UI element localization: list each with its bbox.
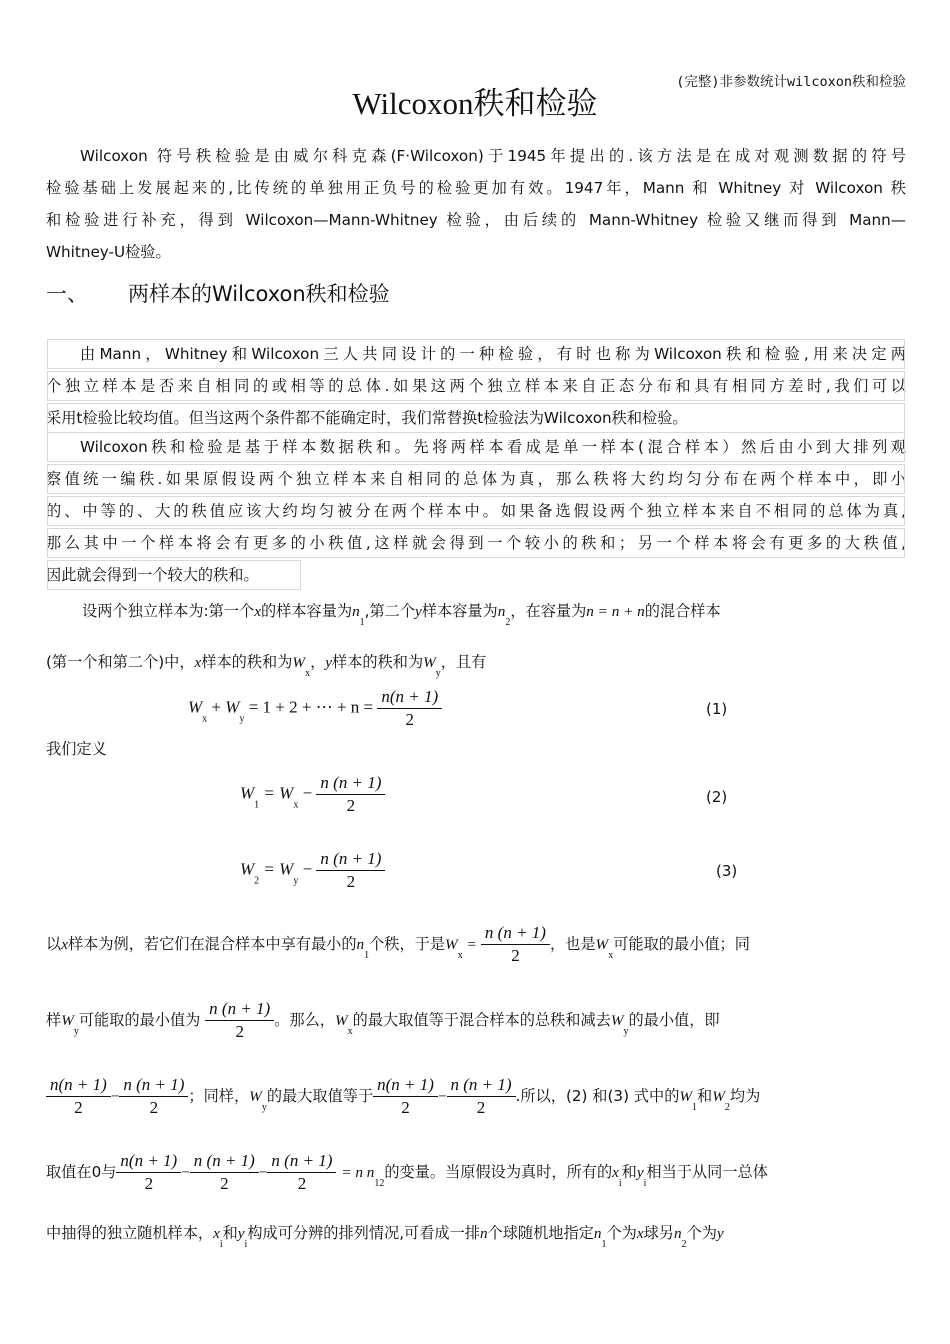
para4-line-1: 以x样本为例，若它们在混合样本中享有最小的$n_1$个秩，于是$W_x$ = $\frac{n (n + 1)}{2}$ ，也是$W_x$可能取的最小值；同 xyxy=(46,923,750,965)
para3-line-2: (第一个和第二个)中，x样本的秩和为$W_x$，y样本的秩和为$W_y$，且有 xyxy=(46,653,487,679)
define-text: 我们定义 xyxy=(46,740,107,758)
para1-line-2: 个独立样本是否来自相同的或相等的总体.如果这两个独立样本来自正态分布和具有相同方差时,我们可以 xyxy=(46,370,906,402)
document-header-label: (完整)非参数统计wilcoxon秩和检验 xyxy=(676,74,906,90)
paragraph-2 xyxy=(46,431,906,591)
equation-3-fraction: $\frac{n (n + 1)}{2}$ xyxy=(316,848,385,893)
page-title: Wilcoxon秩和检验 xyxy=(352,86,598,121)
equation-2-fraction: $\frac{n (n + 1)}{2}$ xyxy=(316,772,385,817)
para2-line-2: 察值统一编秩.如果原假设两个独立样本来自相同的总体为真，那么秩将大约均匀分布在两个样本中，即小 xyxy=(46,463,906,495)
para4-line-4: 取值在0与 $\frac{n(n + 1)}{2}$ − $\frac{n (n + 1)}{2}$ − $\frac{n (n + 1)}{2}$ = n $n_{12}$的变量。当原假设为真时，所有的$x_i$和$y_i$相当于从同一总体 xyxy=(46,1151,768,1193)
section-title: 两样本的Wilcoxon秩和检验 xyxy=(128,282,390,306)
para2-line-1: Wilcoxon秩和检验是基于样本数据秩和。先将两样本看成是单一样本(混合样本）然后由小到大排列观 xyxy=(46,431,906,463)
intro-line-2: 检验基础上发展起来的,比传统的单独用正负号的检验更加有效。1947年，Mann 和 Whitney 对 Wilcoxon 秩 xyxy=(46,179,906,197)
para1-line-3: 采用t检验比较均值。但当这两个条件都不能确定时，我们常替换t检验法为Wilcoxon秩和检验。 xyxy=(46,402,906,434)
para2-line-5: 因此就会得到一个较大的秩和。 xyxy=(46,559,302,591)
section-number: 一、 xyxy=(46,282,88,306)
para4-line-2: 样$W_y$可能取的最小值为 $\frac{n (n + 1)}{2}$ 。那么，$W_x$的最大取值等于混合样本的总秩和减去$W_y$的最小值，即 xyxy=(46,999,720,1041)
equation-2: $W_1 = W_x$ − $\frac{n (n + 1)}{2}$ xyxy=(240,772,385,817)
section-heading xyxy=(46,278,390,308)
para1-line-1: 由Mann，Whitney和Wilcoxon三人共同设计的一种检验，有时也称为Wilcoxon秩和检验,用来决定两 xyxy=(46,338,906,370)
para2-line-3: 的、中等的、大的秩值应该大约均匀被分在两个样本中。如果备选假设两个独立样本来自不相同的总体为真, xyxy=(46,495,906,527)
equation-3-number: (3) xyxy=(716,862,738,880)
intro-line-4: Whitney-U检验。 xyxy=(46,243,171,261)
paragraph-1 xyxy=(46,338,906,434)
equation-1: $W_x + W_y = 1 + 2$ + ⋯ + n = $\frac{n(n + 1)}{2}$ xyxy=(188,686,442,731)
para4-line-5: 中抽得的独立随机样本，$x_i$和$y_i$构成可分辨的排列情况,可看成一排n个球随机地指定$n_1$个为x球另$n_2$个为y xyxy=(46,1224,724,1250)
equation-1-fraction: $\frac{n(n + 1)}{2}$ xyxy=(377,686,442,731)
para2-line-4: 那么其中一个样本将会有更多的小秩值,这样就会得到一个较小的秩和；另一个样本将会有更多的大秩值, xyxy=(46,527,906,559)
intro-line-3: 和检验进行补充，得到 Wilcoxon—Mann-Whitney 检验，由后续的 Mann-Whitney 检验又继而得到 Mann— xyxy=(46,211,906,229)
equation-3: $W_2 = W_y$ − $\frac{n (n + 1)}{2}$ xyxy=(240,848,385,893)
intro-line-1: Wilcoxon 符号秩检验是由威尔科克森(F·Wilcoxon)于1945年提出的.该方法是在成对观测数据的符号 xyxy=(80,147,906,165)
intro-paragraph xyxy=(46,140,906,268)
equation-2-number: (2) xyxy=(706,788,728,806)
para3-line-1: 设两个独立样本为:第一个x的样本容量为$n_1$,第二个y样本容量为$n_2$，在容量为n = n + n的混合样本 xyxy=(82,602,721,628)
para4-line-3: $\frac{n(n + 1)}{2}$ − $\frac{n (n + 1)}{2}$ ；同样，$W_y$的最大取值等于 $\frac{n(n + 1)}{2}$ − $\frac{n (n + 1)}{2}$ .所以，(2) 和(3) 式中的$W_1$和$W_2$均为 xyxy=(46,1074,760,1119)
equation-1-number: (1) xyxy=(706,700,728,718)
